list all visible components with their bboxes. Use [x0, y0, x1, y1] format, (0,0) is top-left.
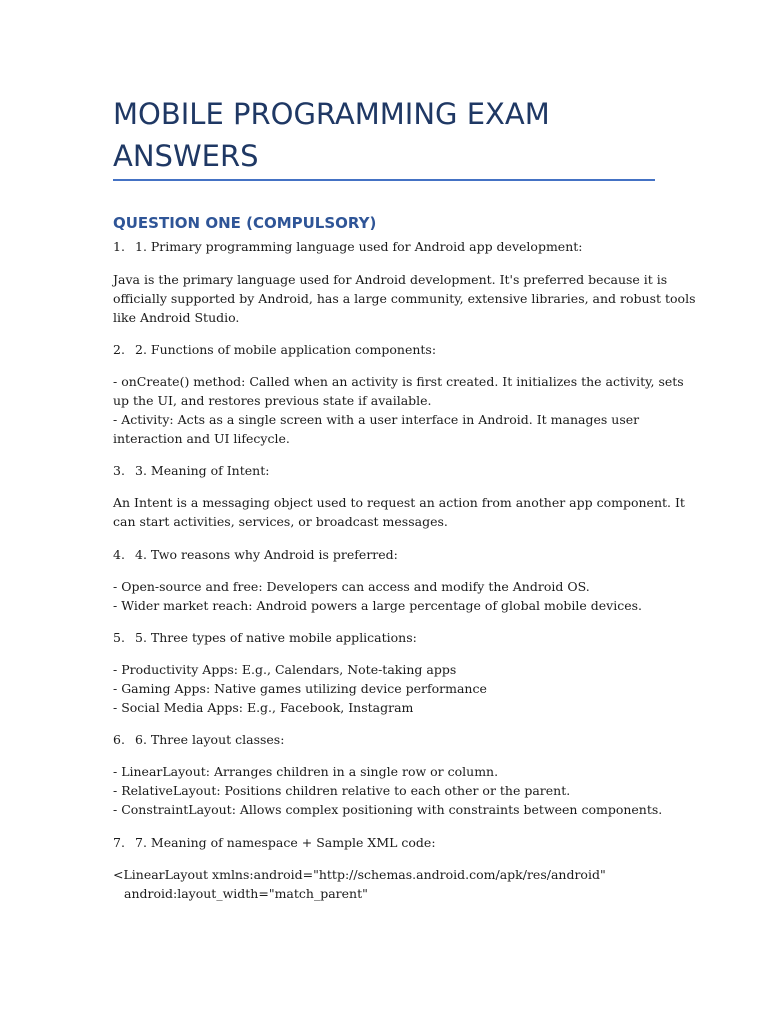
- question-1: [113, 237, 658, 256]
- answer-4: [113, 577, 658, 615]
- answer-7-code: [113, 865, 658, 903]
- answer-5: [113, 660, 658, 717]
- question-number: 6.: [113, 732, 125, 747]
- answer-line: - ConstraintLayout: Allows complex positioning with constraints between components.: [113, 802, 663, 817]
- document-title: [113, 93, 658, 177]
- question-5: [113, 628, 658, 647]
- question-number: 4.: [113, 547, 125, 562]
- answer-line: interaction and UI lifecycle.: [113, 431, 290, 446]
- answer-line: - RelativeLayout: Positions children relative to each other or the parent.: [113, 783, 571, 798]
- code-line: <LinearLayout xmlns:android="http://schemas.android.com/apk/res/android": [113, 867, 606, 882]
- answer-line: - Wider market reach: Android powers a large percentage of global mobile devices.: [113, 598, 642, 613]
- title-underline: [113, 179, 655, 181]
- question-text: 1. Primary programming language used for Android app development:: [135, 239, 583, 254]
- answer-1: [113, 270, 696, 327]
- answer-line: - Social Media Apps: E.g., Facebook, Instagram: [113, 700, 414, 715]
- answer-2: [113, 372, 684, 448]
- answer-line: Java is the primary language used for Android development. It's preferred because it is: [113, 272, 668, 287]
- question-text: 3. Meaning of Intent:: [135, 463, 270, 478]
- question-number: 5.: [113, 630, 125, 645]
- answer-line: up the UI, and restores previous state if available.: [113, 393, 432, 408]
- answer-line: can start activities, services, or broadcast messages.: [113, 514, 448, 529]
- answer-3: [113, 493, 685, 531]
- answer-line: - Gaming Apps: Native games utilizing device performance: [113, 681, 487, 696]
- answer-6: [113, 762, 663, 819]
- question-7: [113, 833, 658, 852]
- question-text: 5. Three types of native mobile applications:: [135, 630, 417, 645]
- answer-line: - Open-source and free: Developers can access and modify the Android OS.: [113, 579, 590, 594]
- question-number: 3.: [113, 463, 125, 478]
- code-line: android:layout_width="match_parent": [124, 886, 368, 901]
- question-text: 2. Functions of mobile application components:: [135, 342, 437, 357]
- question-number: 1.: [113, 239, 125, 254]
- answer-line: - onCreate() method: Called when an activity is first created. It initializes the activity, sets: [113, 374, 684, 389]
- answer-line: - Activity: Acts as a single screen with a user interface in Android. It manages user: [113, 412, 640, 427]
- question-6: [113, 730, 658, 749]
- answer-line: like Android Studio.: [113, 310, 240, 325]
- question-number: 2.: [113, 342, 125, 357]
- answer-line: - LinearLayout: Arranges children in a single row or column.: [113, 764, 499, 779]
- question-text: 6. Three layout classes:: [135, 732, 285, 747]
- answer-line: An Intent is a messaging object used to request an action from another app component. It: [113, 495, 685, 510]
- question-4: [113, 545, 658, 564]
- answer-line: - Productivity Apps: E.g., Calendars, Note-taking apps: [113, 662, 457, 677]
- title-line-2: ANSWERS: [113, 139, 259, 173]
- question-3: [113, 461, 658, 480]
- question-number: 7.: [113, 835, 125, 850]
- section-heading: QUESTION ONE (COMPULSORY): [113, 214, 377, 232]
- title-line-1: MOBILE PROGRAMMING EXAM: [113, 97, 550, 131]
- question-text: 7. Meaning of namespace + Sample XML code:: [135, 835, 436, 850]
- answer-line: officially supported by Android, has a large community, extensive libraries, and robust tools: [113, 291, 696, 306]
- question-2: [113, 340, 658, 359]
- question-text: 4. Two reasons why Android is preferred:: [135, 547, 398, 562]
